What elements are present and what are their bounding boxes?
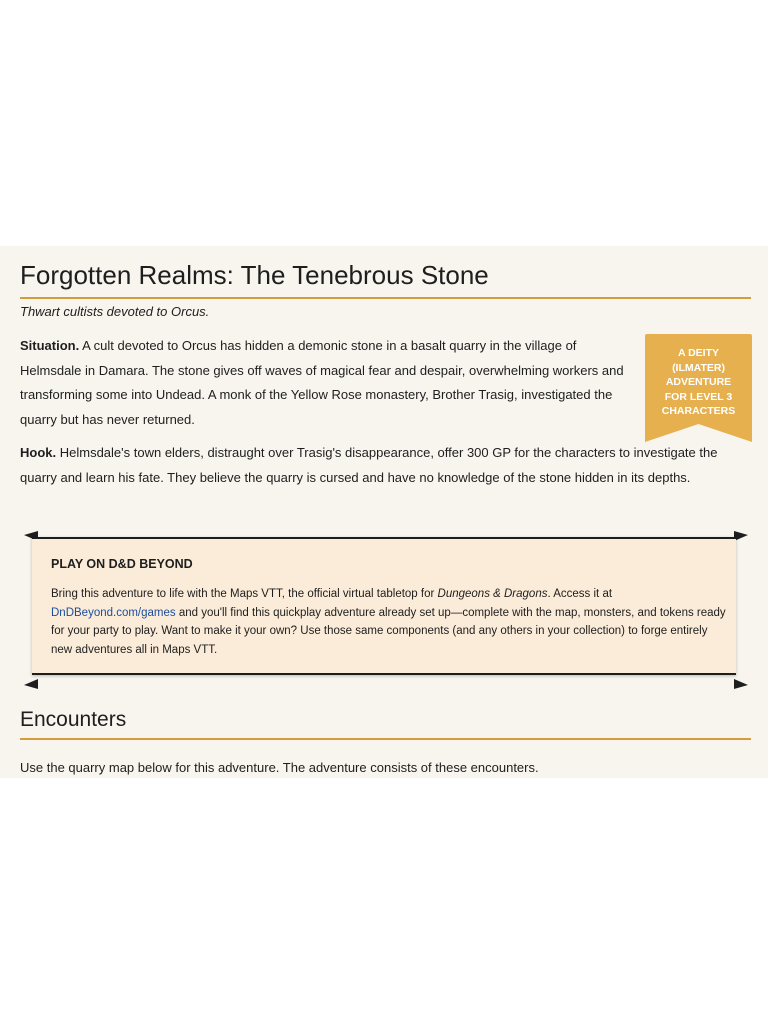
page-subtitle: Thwart cultists devoted to Orcus.: [20, 304, 210, 319]
banner-line-5: CHARACTERS: [661, 405, 736, 417]
callout-heading: PLAY ON D&D BEYOND: [51, 557, 193, 571]
banner-line-1: A DEITY: [677, 347, 720, 359]
banner-line-4: FOR LEVEL 3: [664, 390, 733, 403]
page-title: Forgotten Realms: The Tenebrous Stone: [20, 260, 489, 290]
banner-line-2: (ILMATER): [672, 361, 725, 374]
situation-paragraph: [20, 334, 625, 432]
banner-text: [645, 346, 752, 419]
title-divider: [20, 297, 751, 299]
encounters-intro: Use the quarry map below for this adventure. The adventure consists of these encounters.: [20, 760, 539, 775]
callout-body-italic: Dungeons & Dragons: [437, 588, 548, 600]
situation-text: A cult devoted to Orcus has hidden a demonic stone in a basalt quarry in the village of Helmsdale in Damara. The stone gives off waves of magical fear and despair, overwhelming workers and transforming some into Undead. A monk of the Yellow Rose monastery, Brother Trasig, investigated the quarry but has never returned.: [20, 338, 624, 427]
callout-body-text-2: . Access it at: [547, 588, 613, 600]
hook-label: Hook.: [20, 445, 57, 460]
banner-line-3: ADVENTURE: [665, 376, 732, 388]
dndbeyond-callout: [24, 529, 748, 691]
encounters-divider: [20, 738, 751, 740]
callout-body-text-1: Bring this adventure to life with the Maps VTT, the official virtual tabletop for: [51, 588, 438, 600]
callout-body: [51, 585, 731, 659]
article-page: [0, 246, 768, 778]
encounters-heading: Encounters: [20, 708, 127, 731]
callout-body-text-3: and you'll find this quickplay adventure already set up—complete with the map, monsters, and tokens ready for your party to play. Want to make it your own? Use those same components (and any others in your collection) to forge entirely new adventures all in Maps VTT.: [51, 606, 726, 656]
hook-paragraph: [20, 441, 748, 490]
dndbeyond-games-link[interactable]: DnDBeyond.com/games: [51, 606, 176, 619]
hook-text: Helmsdale's town elders, distraught over Trasig's disappearance, offer 300 GP for the characters to investigate the quarry and learn his fate. They believe the quarry is cursed and have no knowledge of the stone hidden in its depths.: [20, 445, 718, 485]
situation-label: Situation.: [20, 338, 80, 353]
callout-box: [32, 537, 736, 675]
adventure-type-banner: [645, 334, 752, 442]
